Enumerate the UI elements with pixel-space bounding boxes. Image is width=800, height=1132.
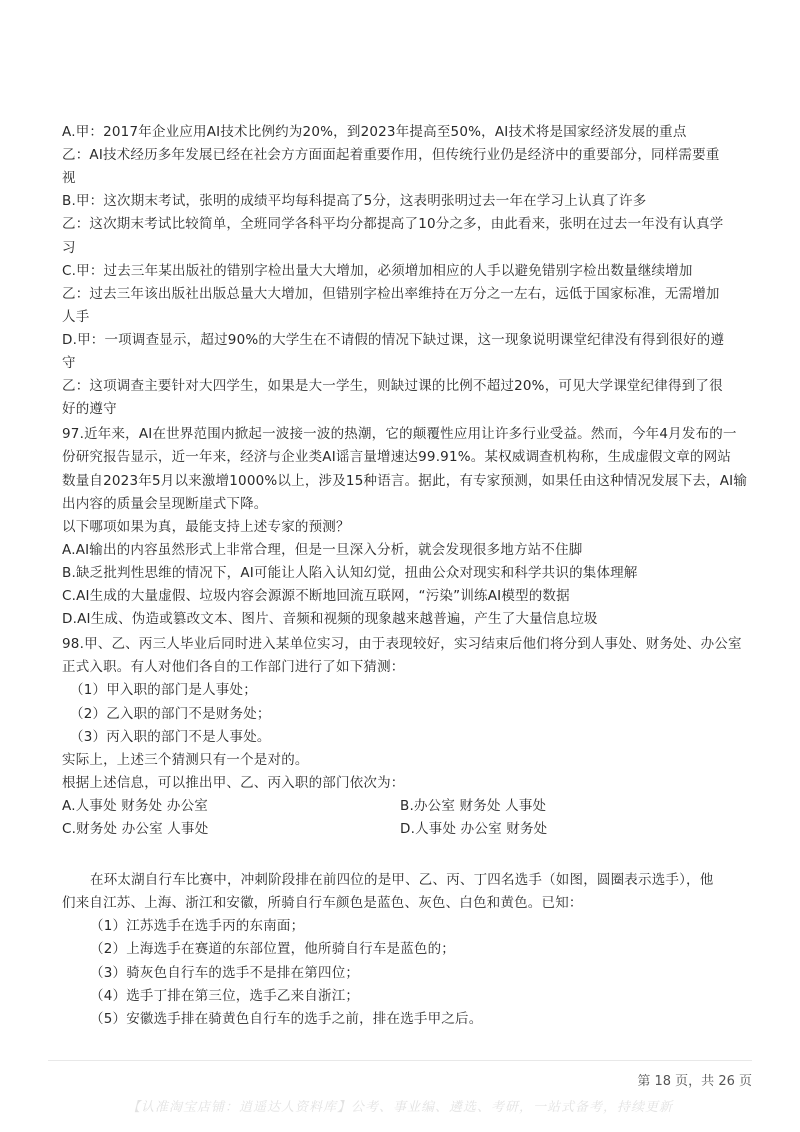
text-line: C.AI生成的大量虚假、垃圾内容会源源不断地回流互联网，“污染”训练AI模型的数据 xyxy=(62,588,570,604)
text-line: 守 xyxy=(62,355,76,371)
text-line: 出内容的质量会呈现断崖式下降。 xyxy=(62,495,268,512)
option-left: C.财务处 办公室 人事处 xyxy=(62,821,209,837)
text-line: D.甲：一项调查显示，超过90%的大学生在不请假的情况下缺过课，这一现象说明课堂纪律没有得到很好的遵 xyxy=(62,331,725,348)
passage-line: （5）安徽选手排在骑黄色自行车的选手之前，排在选手甲之后。 xyxy=(90,1010,483,1027)
passage-line: （1）江苏选手在选手丙的东南面； xyxy=(90,918,305,935)
page-number: 第 18 页，共 26 页 xyxy=(637,1074,752,1089)
option-right: B.办公室 财务处 人事处 xyxy=(400,797,547,814)
text-line: 份研究报告显示，近一年来，经济与企业类AI谣言量增速达99.91%。某权威调查机构称，生成虚假文章的网站 xyxy=(62,449,732,466)
text-line: 根据上述信息，可以推出甲、乙、丙入职的部门依次为： xyxy=(62,774,405,791)
text-line: 人手 xyxy=(62,308,90,325)
text-line: 正式入职。有人对他们各自的工作部门进行了如下猜测： xyxy=(62,659,405,676)
text-line: 以下哪项如果为真，最能支持上述专家的预测？ xyxy=(62,518,350,535)
passage-line: 在环太湖自行车比赛中，冲刺阶段排在前四位的是甲、乙、丙、丁四名选手（如图，圆圈表示选手），他 xyxy=(90,872,714,889)
passage-line: （2）上海选手在赛道的东部位置，他所骑自行车是蓝色的； xyxy=(90,941,455,958)
text-line: 乙：这次期末考试比较简单，全班同学各科平均分都提高了10分之多，由此看来，张明在过去一年没有认真学 xyxy=(62,216,724,233)
text-line: 好的遵守 xyxy=(62,401,117,418)
passage-line: （4）选手丁排在第三位，选手乙来自浙江； xyxy=(90,987,360,1004)
passage-line: 们来自江苏、上海、浙江和安徽，所骑自行车颜色是蓝色、灰色、白色和黄色。已知： xyxy=(62,895,583,912)
option-right: D.人事处 办公室 财务处 xyxy=(400,821,548,837)
text-line: 实际上，上述三个猜测只有一个是对的。 xyxy=(62,751,309,768)
text-line: A.AI输出的内容虽然形式上非常合理，但是一旦深入分析，就会发现很多地方站不住脚 xyxy=(62,541,583,558)
text-line: 习 xyxy=(62,239,76,256)
text-line: （3）丙入职的部门不是人事处。 xyxy=(70,728,271,745)
text-line: （2）乙入职的部门不是财务处； xyxy=(70,705,271,722)
text-line: 97.近年来，AI在世界范围内掀起一波接一波的热潮，它的颠覆性应用让许多行业受益。然而，今年4月发布的一 xyxy=(62,426,737,443)
text-line: B.缺乏批判性思维的情况下，AI可能让人陷入认知幻觉，扭曲公众对现实和科学共识的集体理解 xyxy=(62,564,638,581)
text-line: 数量自2023年5月以来激增1000%以上，涉及15种语言。据此，有专家预测，如果任由这种情况发展下去，AI输 xyxy=(62,472,748,489)
text-line: A.甲：2017年企业应用AI技术比例约为20%，到2023年提高至50%，AI技术将是国家经济发展的重点 xyxy=(62,124,687,140)
text-line: 乙：AI技术经历多年发展已经在社会方方面面起着重要作用，但传统行业仍是经济中的重要部分，同样需要重 xyxy=(62,147,720,164)
watermark-text: 【认准淘宝店铺：逍遥达人资料库】公考、事业编、遴选、考研，一站式备考，持续更新 xyxy=(126,1100,673,1115)
text-line: B.甲：这次期末考试，张明的成绩平均每科提高了5分，这表明张明过去一年在学习上认真了许多 xyxy=(62,193,647,210)
text-line: D.AI生成、伪造或篡改文本、图片、音频和视频的现象越来越普遍，产生了大量信息垃圾 xyxy=(62,611,598,628)
text-line: 乙：这项调查主要针对大四学生，如果是大一学生，则缺过课的比例不超过20%，可见大学课堂纪律得到了很 xyxy=(62,378,723,395)
text-line: 乙：过去三年该出版社出版总量大大增加，但错别字检出率维持在万分之一左右，远低于国家标准，无需增加 xyxy=(62,285,720,302)
text-line: 98.甲、乙、丙三人毕业后同时进入某单位实习，由于表现较好，实习结束后他们将分到人事处、财务处、办公室 xyxy=(62,636,742,653)
text-line: （1）甲入职的部门是人事处； xyxy=(70,682,257,699)
option-left: A.人事处 财务处 办公室 xyxy=(62,797,208,814)
text-line: 视 xyxy=(62,170,76,187)
footer-divider xyxy=(48,1060,752,1061)
text-line: C.甲：过去三年某出版社的错别字检出量大大增加，必须增加相应的人手以避免错别字检出数量继续增加 xyxy=(62,262,693,279)
passage-line: （3）骑灰色自行车的选手不是排在第四位； xyxy=(90,964,360,981)
